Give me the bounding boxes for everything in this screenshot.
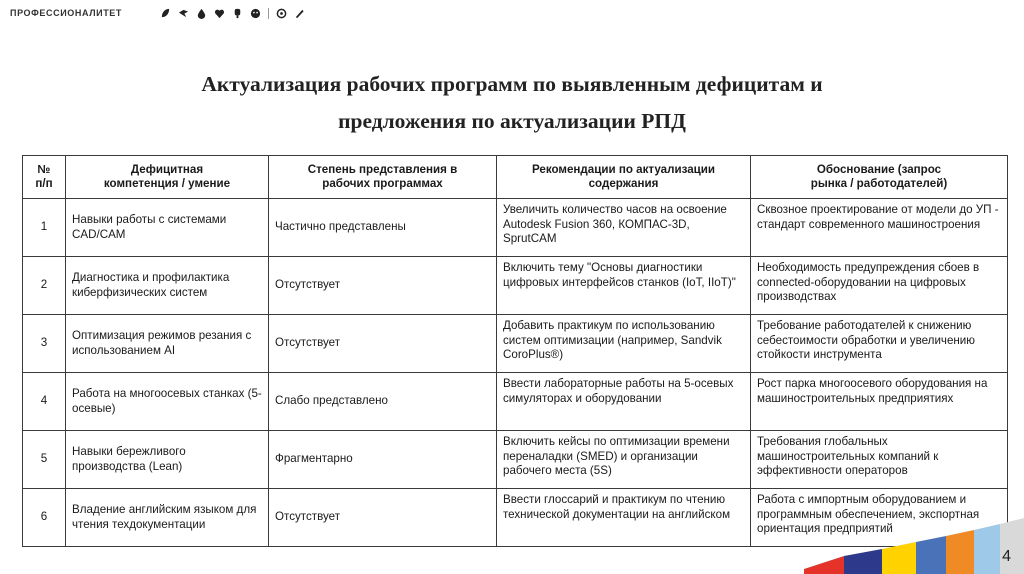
stripe <box>804 556 844 574</box>
header-recommendation <box>497 156 751 199</box>
table-row <box>23 199 1008 257</box>
row-justification: Рост парка многоосевого оборудования на машиностроительных предприятиях <box>751 373 1008 431</box>
row-recommendation: Включить кейсы по оптимизации времени переналадки (SMED) и организации рабочего места (5S) <box>497 431 751 489</box>
header-justification-line2: рынка / работодателей) <box>810 177 948 190</box>
row-num: 2 <box>23 257 66 315</box>
drop-icon <box>196 8 207 19</box>
stripe <box>946 530 974 574</box>
row-justification: Требования глобальных машиностроительных компаний к эффективности операторов <box>751 431 1008 489</box>
page-number: 4 <box>1002 548 1011 565</box>
row-competence: Владение английским языком для чтения техдокументации <box>66 489 269 547</box>
row-competence: Навыки работы с системами CAD/CAM <box>66 199 269 257</box>
decorative-stripes <box>804 504 1024 574</box>
row-degree: Отсутствует <box>269 489 497 547</box>
header-num-line2: п/п <box>35 177 53 190</box>
icon-separator <box>268 8 269 19</box>
header-competence-line1: Дефицитная <box>130 162 204 176</box>
row-num: 5 <box>23 431 66 489</box>
row-degree: Фрагментарно <box>269 431 497 489</box>
header-justification <box>751 156 1008 199</box>
pen-icon <box>294 8 305 19</box>
header-justification-line1: Обоснование (запрос <box>816 162 942 176</box>
header-competence-line2: компетенция / умение <box>103 177 231 190</box>
row-recommendation: Ввести лабораторные работы на 5-осевых симуляторах и оборудовании <box>497 373 751 431</box>
row-num: 1 <box>23 199 66 257</box>
row-degree: Слабо представлено <box>269 373 497 431</box>
row-num: 3 <box>23 315 66 373</box>
row-num: 6 <box>23 489 66 547</box>
header-num-line1: № <box>37 162 51 176</box>
table-row <box>23 315 1008 373</box>
row-justification: Необходимость предупреждения сбоев в connected-оборудовании на цифровых производствах <box>751 257 1008 315</box>
table-row <box>23 431 1008 489</box>
row-justification: Сквозное проектирование от модели до УП - стандарт современного машиностроения <box>751 199 1008 257</box>
header-recommendation-line1: Рекомендации по актуализации <box>531 162 716 176</box>
stripe <box>844 549 882 574</box>
stripe <box>974 524 1000 574</box>
row-competence: Оптимизация режимов резания с использованием AI <box>66 315 269 373</box>
paint-icon <box>232 8 243 19</box>
row-justification: Требование работодателей к снижению себестоимости обработки и увеличению стойкости инструмента <box>751 315 1008 373</box>
heart-icon <box>214 8 225 19</box>
row-recommendation: Ввести глоссарий и практикум по чтению технической документации на английском <box>497 489 751 547</box>
leaf-icon <box>160 8 171 19</box>
row-competence: Работа на многоосевых станках (5-осевые) <box>66 373 269 431</box>
row-competence: Диагностика и профилактика киберфизических систем <box>66 257 269 315</box>
row-degree: Отсутствует <box>269 315 497 373</box>
header-degree <box>269 156 497 199</box>
slide-title-line-1: Актуализация рабочих программ по выявленным дефицитам и <box>201 72 823 96</box>
slide-title-line-2: предложения по актуализации РПД <box>338 109 686 133</box>
header-degree-line2: рабочих программах <box>322 177 443 190</box>
brand-logo-text: ПРОФЕССИОНАЛИТЕТ <box>10 8 122 18</box>
row-recommendation: Включить тему "Основы диагностики цифровых интерфейсов станков (IoT, IIoT)" <box>497 257 751 315</box>
row-degree: Отсутствует <box>269 257 497 315</box>
brand-icon-row <box>160 8 305 19</box>
slide-title <box>0 66 1024 140</box>
table-row <box>23 257 1008 315</box>
gear-icon <box>276 8 287 19</box>
brand-header <box>10 6 305 20</box>
deficit-table <box>22 155 1008 547</box>
table-row <box>23 373 1008 431</box>
row-recommendation: Добавить практикум по использованию систем оптимизации (например, Sandvik CoroPlus®) <box>497 315 751 373</box>
row-recommendation: Увеличить количество часов на освоение Autodesk Fusion 360, КОМПАС-3D, SprutCAM <box>497 199 751 257</box>
stripe <box>916 536 946 574</box>
header-degree-line1: Степень представления в <box>307 162 458 176</box>
header-recommendation-line2: содержания <box>588 177 659 190</box>
row-competence: Навыки бережливого производства (Lean) <box>66 431 269 489</box>
row-degree: Частично представлены <box>269 199 497 257</box>
table-header-row <box>23 156 1008 199</box>
row-num: 4 <box>23 373 66 431</box>
header-competence <box>66 156 269 199</box>
header-num <box>23 156 66 199</box>
row-justification: Работа с импортным оборудованием и программным обеспечением, экспортная ориентация предприятий <box>751 489 1008 547</box>
face-icon <box>250 8 261 19</box>
stripe <box>882 542 916 574</box>
bird-icon <box>178 8 189 19</box>
